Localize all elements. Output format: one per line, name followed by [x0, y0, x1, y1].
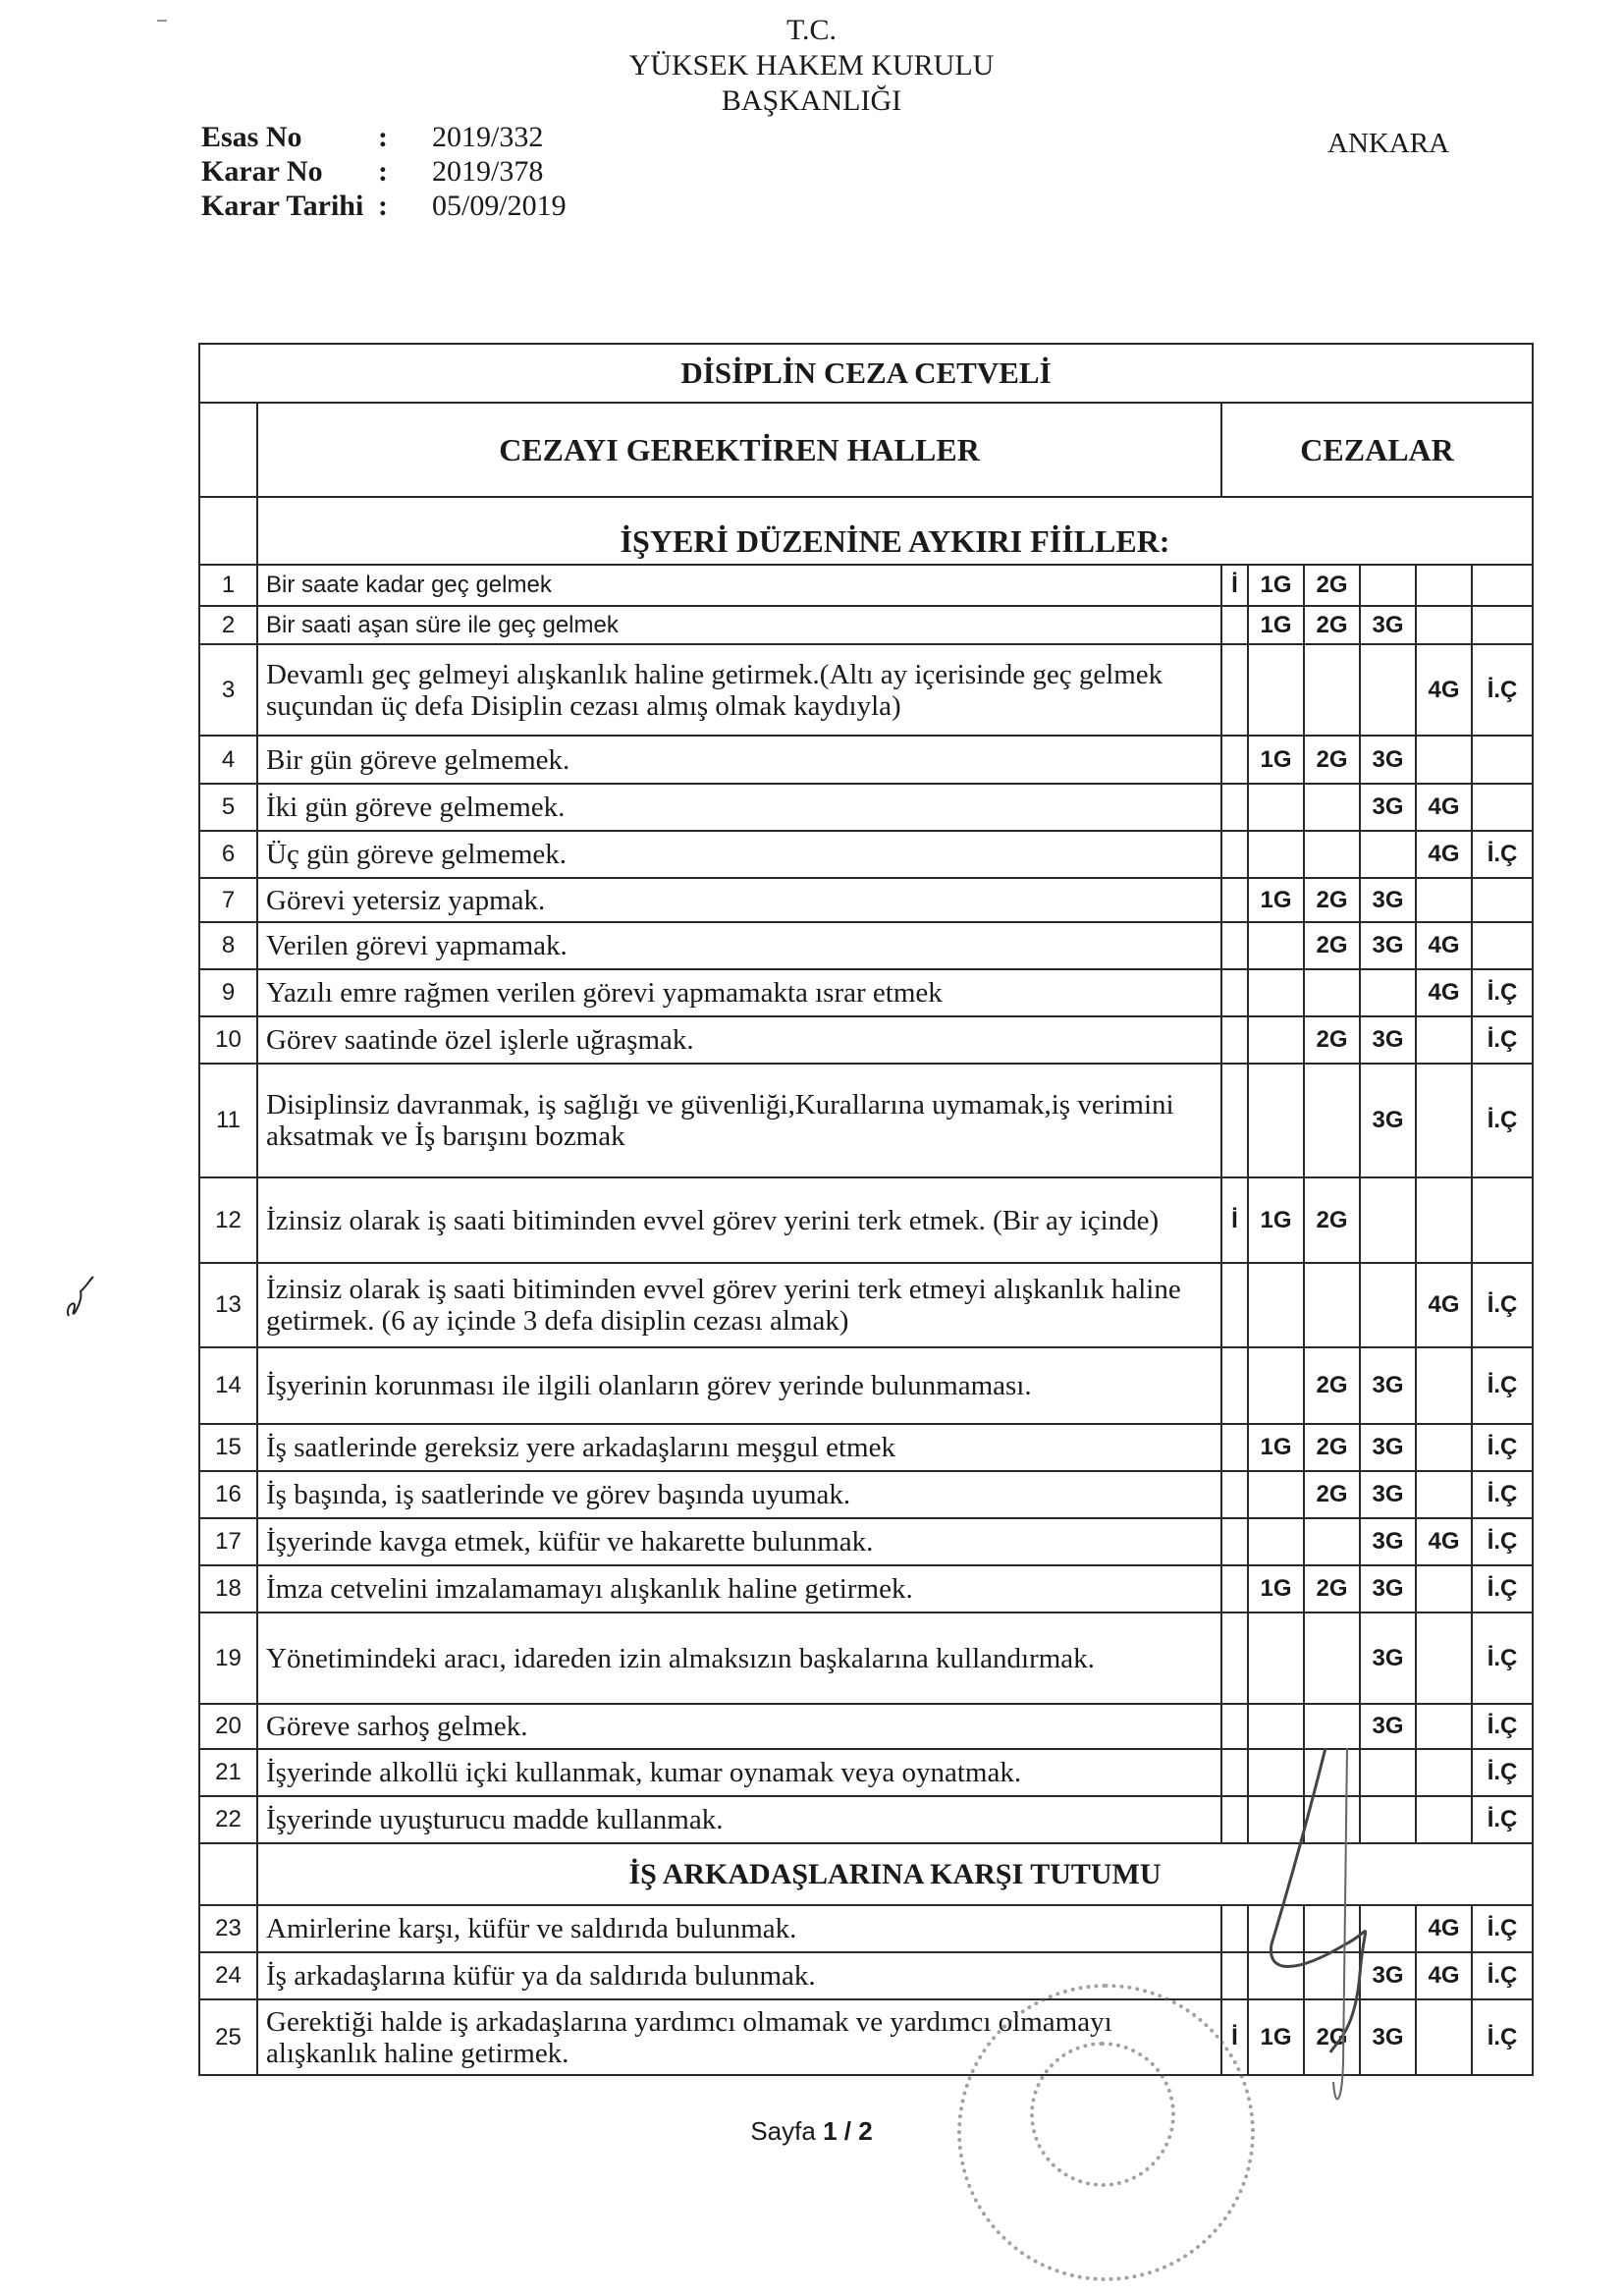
penalty-4g: 4G [1416, 1518, 1472, 1565]
offense-description: Devamlı geç gelmeyi alışkanlık haline getirmek.(Altı ay içerisinde geç gelmek suçundan üç defa Disiplin cezası almış olmak kaydıyla) [257, 644, 1221, 736]
penalty-4g [1416, 1704, 1472, 1749]
penalty-2g [1304, 1064, 1360, 1177]
penalty-3g [1360, 1177, 1416, 1263]
offense-description: İmza cetvelini imzalamamayı alışkanlık haline getirmek. [257, 1565, 1221, 1613]
offense-description: İş saatlerinde gereksiz yere arkadaşlarını meşgul etmek [257, 1424, 1221, 1471]
penalty-4g: 4G [1416, 644, 1472, 736]
offense-description: Disiplinsiz davranmak, iş sağlığı ve güvenliği,Kurallarına uymamak,iş verimini aksatmak ve İş barışını bozmak [257, 1064, 1221, 1177]
penalty-4g [1416, 736, 1472, 784]
penalty-warning [1221, 878, 1248, 922]
penalty-termination: İ.Ç [1472, 1952, 1533, 1999]
penalty-1g [1248, 1471, 1304, 1518]
offense-description: Gerektiği halde iş arkadaşlarına yardımcı olmamak ve yardımcı olmamayı alışkanlık haline getirmek. [257, 1999, 1221, 2075]
offense-description: İşyerinde uyuşturucu madde kullanmak. [257, 1796, 1221, 1843]
section-title-coworker-conduct: İŞ ARKADAŞLARINA KARŞI TUTUMU [257, 1843, 1533, 1905]
penalty-2g [1304, 1263, 1360, 1347]
penalty-4g: 4G [1416, 1263, 1472, 1347]
penalty-4g: 4G [1416, 831, 1472, 878]
penalty-3g: 3G [1360, 1704, 1416, 1749]
penalty-3g: 3G [1360, 1016, 1416, 1064]
row-number: 18 [199, 1565, 257, 1613]
row-number: 6 [199, 831, 257, 878]
section-blank [199, 497, 257, 565]
penalty-4g [1416, 1999, 1472, 2075]
penalty-4g [1416, 565, 1472, 606]
penalty-2g: 2G [1304, 1565, 1360, 1613]
penalty-1g: 1G [1248, 565, 1304, 606]
penalty-4g: 4G [1416, 922, 1472, 969]
penalty-warning [1221, 969, 1248, 1016]
table-row [199, 831, 1533, 878]
penalty-termination: İ.Ç [1472, 831, 1533, 878]
offense-description: İşyerinin korunması ile ilgili olanların görev yerinde bulunmaması. [257, 1347, 1221, 1424]
penalty-termination: İ.Ç [1472, 1565, 1533, 1613]
table-header-row [199, 403, 1533, 497]
meta-value: 05/09/2019 [432, 190, 567, 222]
penalty-4g [1416, 1613, 1472, 1704]
penalty-2g [1304, 784, 1360, 831]
penalty-1g [1248, 1064, 1304, 1177]
meta-value: 2019/332 [432, 121, 544, 153]
penalty-3g [1360, 1263, 1416, 1347]
penalty-4g [1416, 1177, 1472, 1263]
penalty-4g: 4G [1416, 784, 1472, 831]
penalty-1g [1248, 644, 1304, 736]
penalty-1g: 1G [1248, 736, 1304, 784]
table-title-row [199, 344, 1533, 403]
offense-description: İki gün göreve gelmemek. [257, 784, 1221, 831]
penalty-termination: İ.Ç [1472, 1518, 1533, 1565]
penalty-4g [1416, 1347, 1472, 1424]
row-number: 4 [199, 736, 257, 784]
table-row [199, 1177, 1533, 1263]
penalty-3g: 3G [1360, 1424, 1416, 1471]
table-row [199, 1613, 1533, 1704]
penalty-3g: 3G [1360, 1518, 1416, 1565]
penalty-warning [1221, 784, 1248, 831]
penalty-warning [1221, 1905, 1248, 1952]
penalty-4g [1416, 1016, 1472, 1064]
offense-description: İzinsiz olarak iş saati bitiminden evvel görev yerini terk etmeyi alışkanlık haline getirmek. (6 ay içinde 3 defa disiplin cezası almak) [257, 1263, 1221, 1347]
table-row [199, 1471, 1533, 1518]
penalty-3g: 3G [1360, 922, 1416, 969]
section-blank [199, 1843, 257, 1905]
row-number: 20 [199, 1704, 257, 1749]
penalty-termination [1472, 565, 1533, 606]
row-number: 21 [199, 1749, 257, 1796]
meta-esas-no [201, 120, 567, 154]
offense-description: İşyerinde kavga etmek, küfür ve hakarette bulunmak. [257, 1518, 1221, 1565]
offense-description: Bir gün göreve gelmemek. [257, 736, 1221, 784]
penalty-3g: 3G [1360, 1952, 1416, 1999]
offense-description: İzinsiz olarak iş saati bitiminden evvel görev yerini terk etmek. (Bir ay içinde) [257, 1177, 1221, 1263]
table-row [199, 784, 1533, 831]
penalty-3g: 3G [1360, 784, 1416, 831]
offense-description: Verilen görevi yapmamak. [257, 922, 1221, 969]
penalty-termination: İ.Ç [1472, 1347, 1533, 1424]
penalty-termination: İ.Ç [1472, 969, 1533, 1016]
penalty-1g: 1G [1248, 606, 1304, 644]
penalty-warning [1221, 1565, 1248, 1613]
row-number: 22 [199, 1796, 257, 1843]
penalty-1g [1248, 1347, 1304, 1424]
penalty-termination [1472, 606, 1533, 644]
penalty-4g [1416, 1424, 1472, 1471]
section-row [199, 497, 1533, 565]
table-row [199, 1704, 1533, 1749]
penalty-warning: İ [1221, 1177, 1248, 1263]
row-number: 7 [199, 878, 257, 922]
row-number: 12 [199, 1177, 257, 1263]
offense-description: İş arkadaşlarına küfür ya da saldırıda bulunmak. [257, 1952, 1221, 1999]
penalty-termination: İ.Ç [1472, 1796, 1533, 1843]
meta-karar-tarihi [201, 189, 567, 223]
offense-description: Amirlerine karşı, küfür ve saldırıda bulunmak. [257, 1905, 1221, 1952]
penalty-warning [1221, 1952, 1248, 1999]
penalty-2g: 2G [1304, 922, 1360, 969]
row-number: 23 [199, 1905, 257, 1952]
meta-colon: : [378, 121, 388, 153]
offense-description: Göreve sarhoş gelmek. [257, 1704, 1221, 1749]
penalty-4g [1416, 1565, 1472, 1613]
offense-description: Görev saatinde özel işlerle uğraşmak. [257, 1016, 1221, 1064]
penalty-2g: 2G [1304, 1999, 1360, 2075]
penalty-4g [1416, 1471, 1472, 1518]
penalty-1g [1248, 969, 1304, 1016]
penalty-warning [1221, 644, 1248, 736]
penalty-warning [1221, 1704, 1248, 1749]
header-institution: YÜKSEK HAKEM KURULU [628, 49, 995, 82]
offense-description: Bir saate kadar geç gelmek [257, 565, 1221, 606]
penalty-warning: İ [1221, 565, 1248, 606]
table-row [199, 1064, 1533, 1177]
penalty-3g [1360, 644, 1416, 736]
penalty-3g [1360, 831, 1416, 878]
penalty-3g: 3G [1360, 736, 1416, 784]
penalty-3g: 3G [1360, 1064, 1416, 1177]
penalty-warning [1221, 1471, 1248, 1518]
penalty-warning [1221, 831, 1248, 878]
penalty-warning [1221, 1518, 1248, 1565]
offense-description: İş başında, iş saatlerinde ve görev başında uyumak. [257, 1471, 1221, 1518]
row-number: 5 [199, 784, 257, 831]
case-meta [201, 120, 567, 223]
header-blank [199, 403, 257, 497]
penalty-3g [1360, 969, 1416, 1016]
penalty-3g: 3G [1360, 1613, 1416, 1704]
penalty-2g: 2G [1304, 1424, 1360, 1471]
penalty-termination [1472, 922, 1533, 969]
table-row [199, 606, 1533, 644]
penalty-4g [1416, 878, 1472, 922]
meta-value: 2019/378 [432, 155, 544, 188]
table-row [199, 1263, 1533, 1347]
penalty-warning [1221, 1347, 1248, 1424]
penalty-warning [1221, 606, 1248, 644]
header-tc: T.C. [785, 14, 838, 46]
row-number: 25 [199, 1999, 257, 2075]
row-number: 1 [199, 565, 257, 606]
penalty-4g: 4G [1416, 969, 1472, 1016]
penalty-termination: İ.Ç [1472, 644, 1533, 736]
penalty-1g [1248, 1518, 1304, 1565]
penalty-warning [1221, 1424, 1248, 1471]
meta-key: Karar Tarihi [201, 190, 364, 222]
meta-key: Esas No [201, 121, 302, 153]
penalty-3g: 3G [1360, 1999, 1416, 2075]
table-row [199, 1518, 1533, 1565]
penalty-termination: İ.Ç [1472, 1613, 1533, 1704]
penalty-warning [1221, 1613, 1248, 1704]
penalty-termination: İ.Ç [1472, 1064, 1533, 1177]
penalty-2g: 2G [1304, 1347, 1360, 1424]
table-row [199, 922, 1533, 969]
penalty-warning [1221, 922, 1248, 969]
penalty-warning [1221, 1064, 1248, 1177]
header-presidency: BAŞKANLIĞI [721, 84, 902, 117]
penalty-1g [1248, 784, 1304, 831]
row-number: 13 [199, 1263, 257, 1347]
penalty-1g [1248, 1613, 1304, 1704]
penalty-3g: 3G [1360, 1347, 1416, 1424]
penalty-warning [1221, 1749, 1248, 1796]
row-number: 14 [199, 1347, 257, 1424]
official-stamp [957, 1984, 1255, 2281]
offense-description: Görevi yetersiz yapmak. [257, 878, 1221, 922]
penalty-2g [1304, 1704, 1360, 1749]
meta-colon: : [378, 155, 388, 188]
penalty-1g [1248, 1016, 1304, 1064]
penalty-warning [1221, 1016, 1248, 1064]
penalty-termination: İ.Ç [1472, 1749, 1533, 1796]
row-number: 24 [199, 1952, 257, 1999]
penalty-3g: 3G [1360, 606, 1416, 644]
penalty-termination: İ.Ç [1472, 1424, 1533, 1471]
penalty-warning [1221, 736, 1248, 784]
row-number: 9 [199, 969, 257, 1016]
row-number: 11 [199, 1064, 257, 1177]
meta-colon: : [378, 190, 388, 222]
table-row [199, 1565, 1533, 1613]
section-title-workplace-order: İŞYERİ DÜZENİNE AYKIRI FİİLLER: [257, 497, 1533, 565]
penalty-4g: 4G [1416, 1905, 1472, 1952]
row-number: 2 [199, 606, 257, 644]
penalty-2g: 2G [1304, 606, 1360, 644]
table-row [199, 1424, 1533, 1471]
penalty-1g [1248, 831, 1304, 878]
table-row [199, 969, 1533, 1016]
table-row [199, 736, 1533, 784]
penalty-1g: 1G [1248, 1177, 1304, 1263]
penalty-warning [1221, 1263, 1248, 1347]
penalty-3g: 3G [1360, 1471, 1416, 1518]
penalty-2g: 2G [1304, 878, 1360, 922]
penalty-3g [1360, 565, 1416, 606]
penalty-termination [1472, 784, 1533, 831]
row-number: 16 [199, 1471, 257, 1518]
offense-description: Yazılı emre rağmen verilen görevi yapmamakta ısrar etmek [257, 969, 1221, 1016]
penalty-4g: 4G [1416, 1952, 1472, 1999]
penalty-2g: 2G [1304, 736, 1360, 784]
penalty-2g [1304, 1518, 1360, 1565]
row-number: 8 [199, 922, 257, 969]
penalty-warning [1221, 1796, 1248, 1843]
penalty-termination: İ.Ç [1472, 1471, 1533, 1518]
penalty-4g [1416, 1064, 1472, 1177]
penalty-termination [1472, 736, 1533, 784]
penalty-4g [1416, 1749, 1472, 1796]
penalty-1g [1248, 1704, 1304, 1749]
offense-description: İşyerinde alkollü içki kullanmak, kumar oynamak veya oynatmak. [257, 1749, 1221, 1796]
meta-key: Karar No [201, 155, 323, 188]
table-title: DİSİPLİN CEZA CETVELİ [199, 344, 1533, 403]
penalty-4g [1416, 1796, 1472, 1843]
penalty-termination: İ.Ç [1472, 1999, 1533, 2075]
row-number: 15 [199, 1424, 257, 1471]
penalty-termination: İ.Ç [1472, 1905, 1533, 1952]
penalty-1g: 1G [1248, 1424, 1304, 1471]
penalty-2g [1304, 831, 1360, 878]
penalty-warning: İ [1221, 1999, 1248, 2075]
penalty-1g [1248, 922, 1304, 969]
row-number: 3 [199, 644, 257, 736]
row-number: 19 [199, 1613, 257, 1704]
penalty-2g: 2G [1304, 1471, 1360, 1518]
table-row [199, 878, 1533, 922]
margin-initials [59, 1267, 98, 1326]
table-row [199, 1016, 1533, 1064]
penalty-1g [1248, 1263, 1304, 1347]
penalty-2g [1304, 644, 1360, 736]
penalty-termination [1472, 878, 1533, 922]
offense-description: Bir saati aşan süre ile geç gelmek [257, 606, 1221, 644]
penalty-2g: 2G [1304, 1016, 1360, 1064]
penalty-4g [1416, 606, 1472, 644]
page-label: Sayfa [750, 2116, 816, 2146]
penalty-2g: 2G [1304, 565, 1360, 606]
penalty-termination: İ.Ç [1472, 1263, 1533, 1347]
column-header-penalties: CEZALAR [1221, 403, 1533, 497]
penalty-termination: İ.Ç [1472, 1016, 1533, 1064]
meta-karar-no [201, 154, 567, 189]
penalty-1g: 1G [1248, 878, 1304, 922]
offense-description: Üç gün göreve gelmemek. [257, 831, 1221, 878]
table-row [199, 565, 1533, 606]
penalty-termination: İ.Ç [1472, 1704, 1533, 1749]
table-row [199, 1347, 1533, 1424]
city-label: ANKARA [1327, 128, 1450, 159]
column-header-offenses: CEZAYI GEREKTİREN HALLER [257, 403, 1221, 497]
penalty-3g: 3G [1360, 878, 1416, 922]
row-number: 17 [199, 1518, 257, 1565]
offense-description: Yönetimindeki aracı, idareden izin almaksızın başkalarına kullandırmak. [257, 1613, 1221, 1704]
penalty-1g: 1G [1248, 1999, 1304, 2075]
penalty-2g [1304, 969, 1360, 1016]
signature-mark [1267, 1748, 1394, 2141]
penalty-1g: 1G [1248, 1565, 1304, 1613]
penalty-3g: 3G [1360, 1565, 1416, 1613]
page-number: 1 / 2 [823, 2116, 873, 2146]
table-row [199, 644, 1533, 736]
penalty-2g [1304, 1613, 1360, 1704]
row-number: 10 [199, 1016, 257, 1064]
penalty-2g: 2G [1304, 1177, 1360, 1263]
penalty-termination [1472, 1177, 1533, 1263]
